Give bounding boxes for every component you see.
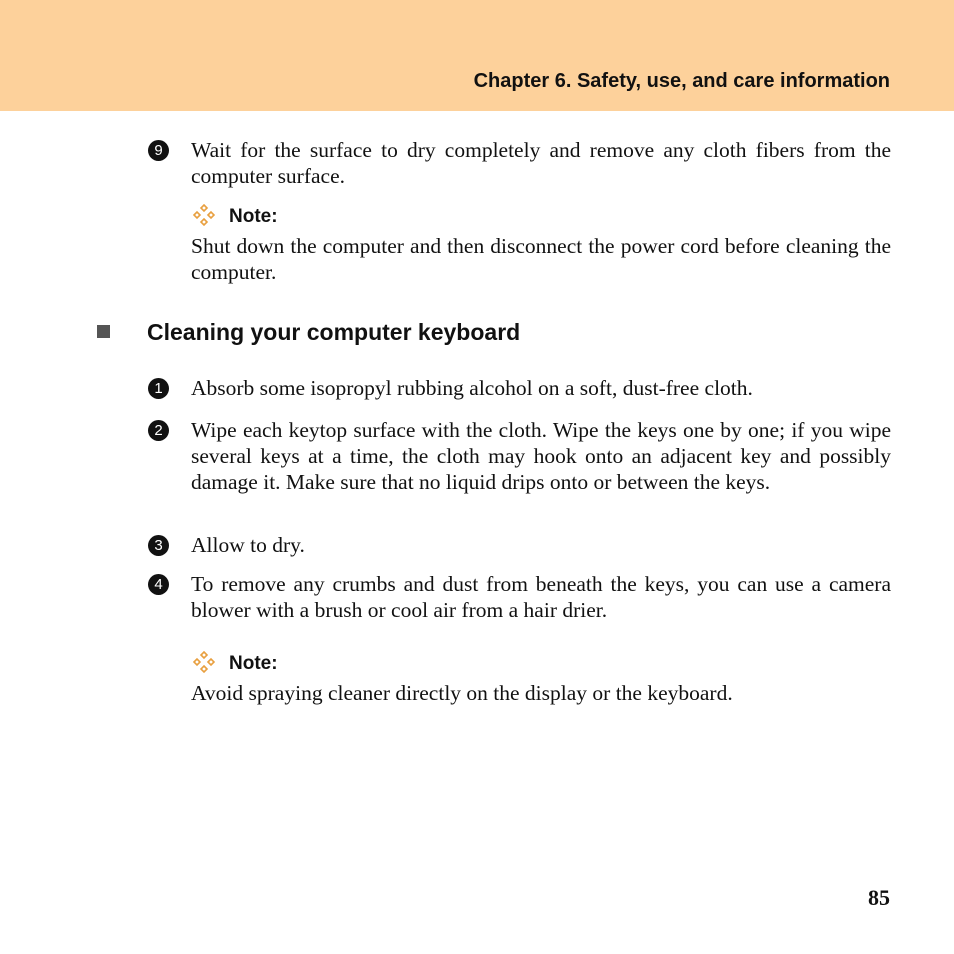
page-number: 85 — [868, 885, 890, 910]
header-band — [0, 0, 954, 111]
step-number-badge: 3 — [148, 535, 169, 556]
note-label: Note: — [229, 206, 278, 227]
step-number-badge: 2 — [148, 420, 169, 441]
step-text: Wipe each keytop surface with the cloth. Wipe the keys one by one; if you wipe several keys at a time, the cloth may hook onto an adjacent key and possibly damage it. Make sure that no liquid drips onto or between the keys. — [191, 418, 891, 494]
note-text: Avoid spraying cleaner directly on the display or the keyboard. — [191, 681, 733, 705]
section-heading — [97, 319, 520, 346]
square-bullet-icon — [97, 325, 110, 338]
step-number-badge: 1 — [148, 378, 169, 399]
step-text: Allow to dry. — [191, 533, 305, 557]
note-text: Shut down the computer and then disconnect the power cord before cleaning the computer. — [191, 234, 891, 284]
note-label: Note: — [229, 653, 278, 674]
chapter-title: Chapter 6. Safety, use, and care information — [473, 70, 890, 92]
step-text: Wait for the surface to dry completely and remove any cloth fibers from the computer surface. — [191, 138, 891, 188]
step-4 — [148, 571, 891, 623]
step-3 — [148, 532, 891, 558]
note-diamond-icon — [193, 651, 215, 673]
section-title: Cleaning your computer keyboard — [147, 319, 521, 345]
step-text: Absorb some isopropyl rubbing alcohol on a soft, dust-free cloth. — [191, 376, 753, 400]
step-2 — [148, 417, 891, 495]
note-heading — [193, 651, 278, 675]
step-text: To remove any crumbs and dust from beneath the keys, you can use a camera blower with a brush or cool air from a hair drier. — [191, 572, 891, 622]
step-number-badge: 9 — [148, 140, 169, 161]
step-number-badge: 4 — [148, 574, 169, 595]
note-heading — [193, 204, 278, 228]
step-9 — [148, 137, 891, 189]
note-diamond-icon — [193, 204, 215, 226]
step-1 — [148, 375, 891, 401]
